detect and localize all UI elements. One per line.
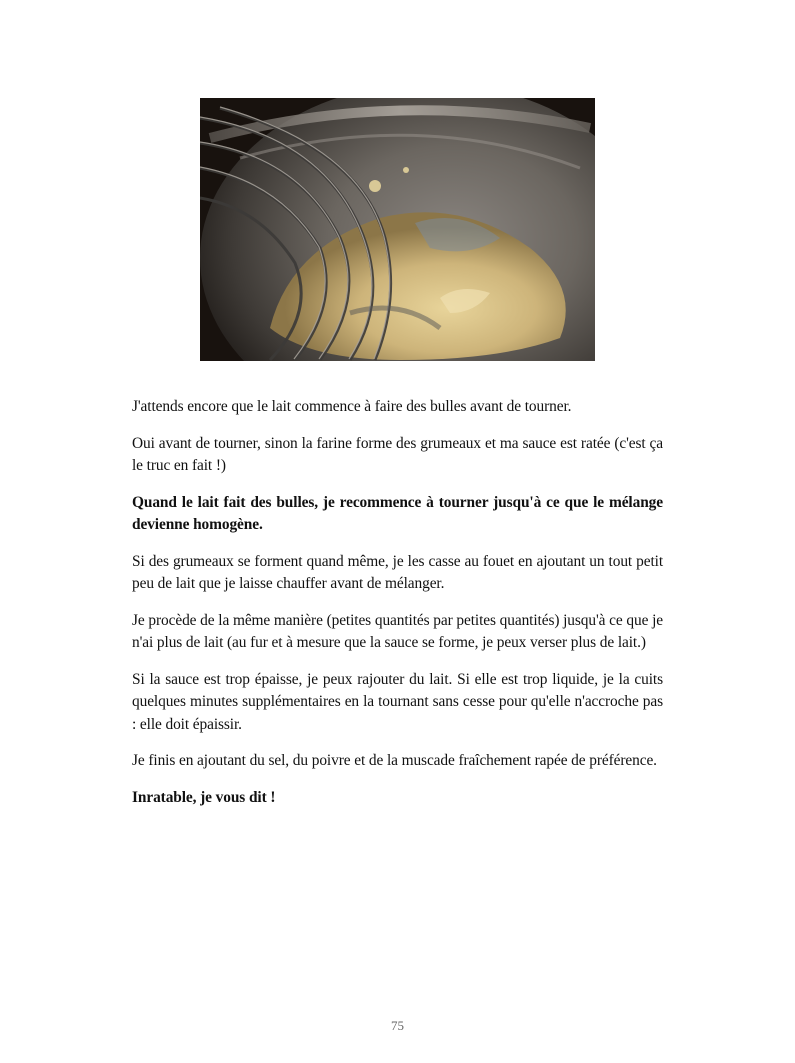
whisk-in-saucepan-photo <box>200 98 595 361</box>
paragraph-7: Je finis en ajoutant du sel, du poivre et de la muscade fraîchement rapée de préférence. <box>132 752 657 769</box>
paragraph-1: J'attends encore que le lait commence à faire des bulles avant de tourner. <box>132 398 572 415</box>
paragraph-8: Inratable, je vous dit ! <box>132 788 276 806</box>
paragraph-4: Si des grumeaux se forment quand même, je les casse au fouet en ajoutant un tout petit peu de lait que je laisse chauffer avant de mélanger. <box>132 552 663 592</box>
paragraph-6: Si la sauce est trop épaisse, je peux rajouter du lait. Si elle est trop liquide, je la cuits quelques minutes supplémentaires en la tournant sans cesse pour qu'elle n'accroche pas : elle doit épaissir. <box>132 670 663 733</box>
page-number: 75 <box>391 1018 404 1033</box>
paragraph-5: Je procède de la même manière (petites quantités par petites quantités) jusqu'à ce que je n'ai plus de lait (au fur et à mesure que la sauce se forme, je peux verser plus de lait.) <box>132 611 663 651</box>
paragraph-3: Quand le lait fait des bulles, je recommence à tourner jusqu'à ce que le mélange devienne homogène. <box>132 493 663 533</box>
paragraph-2: Oui avant de tourner, sinon la farine forme des grumeaux et ma sauce est ratée (c'est ça le truc en fait !) <box>132 434 663 474</box>
body-text <box>132 396 663 823</box>
